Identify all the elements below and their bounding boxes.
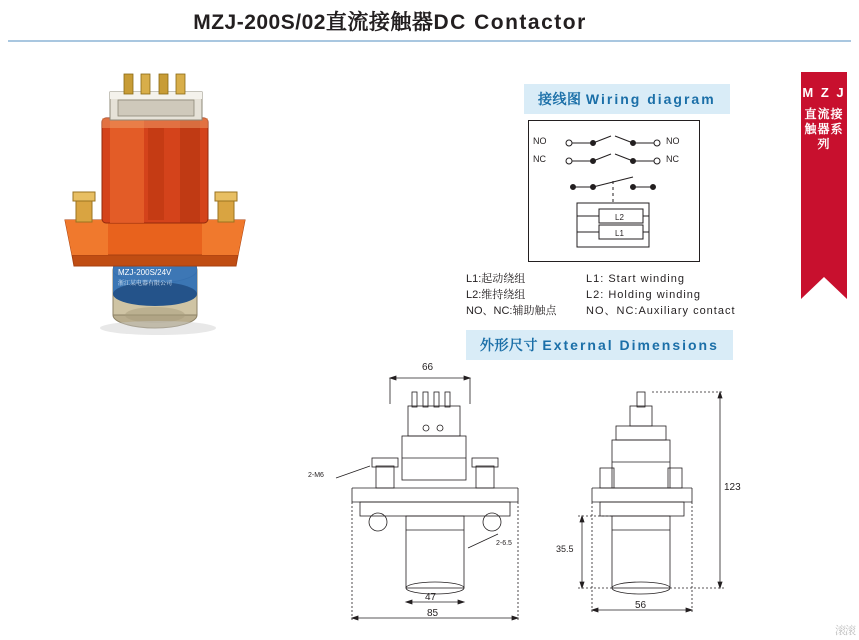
wiring-diagram <box>528 120 700 262</box>
page-title-cn: MZJ-200S/02直流接触器 <box>193 11 434 34</box>
dim-overall-width: 85 <box>427 608 439 619</box>
legend-row <box>466 304 736 320</box>
wiring-label-nc-left: NC <box>533 154 546 164</box>
dimensions-banner <box>466 330 733 360</box>
wiring-banner-en: Wiring diagram <box>585 91 716 107</box>
legend-cn-1: L2:维持绕组 <box>466 289 526 301</box>
dim-height: 123 <box>724 482 741 493</box>
product-photo-svg <box>40 70 270 340</box>
svg-text:MZJ-200S/24V: MZJ-200S/24V <box>118 268 172 277</box>
page-title <box>0 6 780 36</box>
dims-banner-en: External Dimensions <box>542 337 719 353</box>
legend-en-1: L2: Holding winding <box>586 289 702 301</box>
dim-top-width: 66 <box>422 362 434 373</box>
dims-banner-cn: 外形尺寸 <box>480 337 538 353</box>
legend-row <box>466 272 736 288</box>
wiring-diagram-banner <box>524 84 730 114</box>
wiring-banner-cn: 接线图 <box>538 91 582 107</box>
page-header <box>0 0 859 44</box>
legend-en-0: L1: Start winding <box>586 273 685 285</box>
dim-depth: 56 <box>635 600 647 611</box>
dim-mount-hole-bottom: 2-6.5 <box>496 540 512 547</box>
header-divider <box>8 40 851 42</box>
coil-label-l2: L2 <box>615 213 624 222</box>
svg-text:浙江某电器有限公司: 浙江某电器有限公司 <box>118 281 173 287</box>
coil-label-l1: L1 <box>615 229 624 238</box>
wiring-label-no-right: NO <box>666 136 680 146</box>
legend-en-2: NO、NC:Auxiliary contact <box>586 305 736 317</box>
ribbon-series-label: 直流接触器系列 <box>804 107 844 151</box>
dim-mount-hole-top: 2-M6 <box>308 472 324 479</box>
legend-row <box>466 288 736 304</box>
dimension-drawings-svg <box>300 362 770 634</box>
legend-cn-0: L1:起动绕组 <box>466 273 526 285</box>
series-ribbon <box>801 72 847 302</box>
dimension-drawings <box>300 362 770 634</box>
ribbon-tail-icon <box>801 277 847 299</box>
watermark: 滚滚 <box>835 625 855 637</box>
dim-base-height: 35.5 <box>556 544 574 554</box>
page-title-en: DC Contactor <box>433 11 587 34</box>
wiring-label-nc-right: NC <box>666 154 679 164</box>
wiring-label-no-left: NO <box>533 136 547 146</box>
ribbon-code: M Z J <box>802 85 846 100</box>
product-photo <box>40 70 270 340</box>
ribbon-text <box>801 84 847 152</box>
dim-inner-width: 47 <box>425 592 437 603</box>
wiring-legend <box>466 272 796 320</box>
legend-cn-2: NO、NC:辅助触点 <box>466 305 557 317</box>
